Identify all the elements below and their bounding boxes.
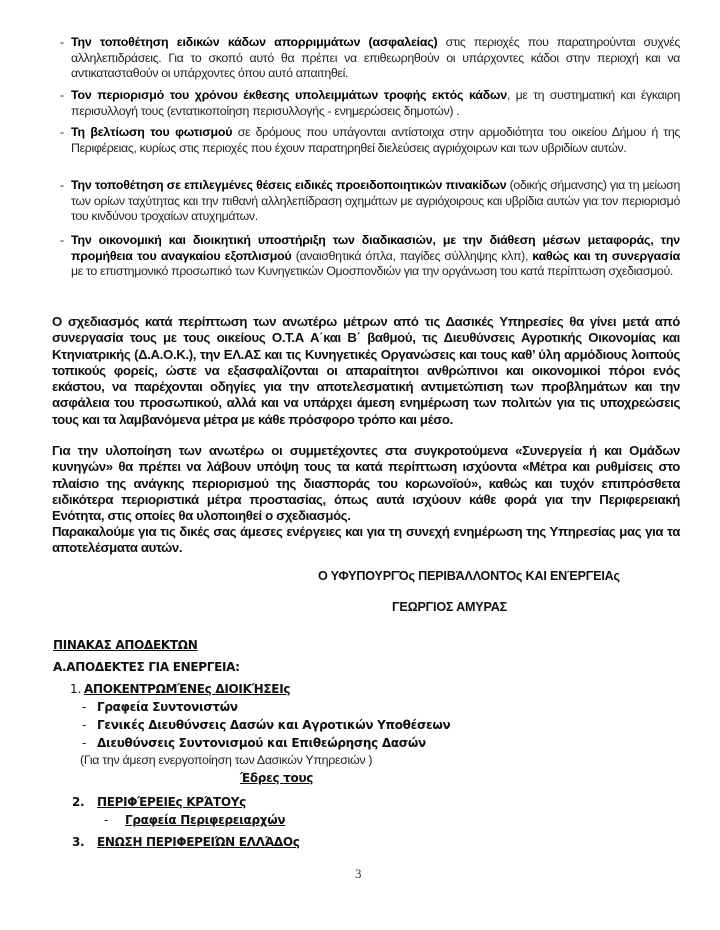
bullet-dash: -	[82, 700, 87, 714]
list-number: 1.	[70, 682, 81, 696]
page-number: 3	[355, 866, 362, 881]
recipient-item: Γραφεία Περιφερειαρχών	[125, 813, 286, 827]
list-number: 3.	[72, 835, 85, 849]
list-number: 2.	[72, 795, 85, 809]
bullet-text: (αναισθητικά όπλα, παγίδες σύλληψης κλπ),	[291, 248, 533, 263]
recipient-item: Διευθύνσεις Συντονισμού και Επιθεώρησης Δασών	[97, 736, 426, 750]
bullet-dash: -	[60, 233, 64, 247]
bullet-dash: -	[104, 813, 109, 827]
bullet-item	[60, 125, 680, 156]
bullet-text: σε δρόμους που υπάγονται αντίστοιχα στην αρμοδιότητα του οικείου Δήμου ή της Περιφέρειας, κυρίως στις περιοχές που έχουν παρατηρηθεί διελεύσεις αγριόχοιρων και των υβριδίων αυτών.	[71, 125, 681, 155]
bullet-item	[60, 178, 680, 225]
signature-name: ΓΕΩΡΓΙΟΣ ΑΜΥΡΑΣ	[392, 600, 508, 614]
recipient-item: Γραφεία Συντονιστών	[97, 700, 238, 714]
bullet-bold-text: Την τοποθέτηση σε επιλεγμένες θέσεις ειδικές προειδοποιητικών πινακίδων	[71, 178, 507, 192]
recipients-subheading: Α.ΑΠΟΔΕΚΤΕΣ ΓΙΑ ΕΝΕΡΓΕΙΑ:	[53, 660, 240, 674]
body-paragraph: Παρακαλούμε για τις δικές σας άμεσες ενέργειες και για τη συνεχή ενημέρωση της Υπηρεσίας μας για τα αποτελέσματα αυτών.	[52, 524, 680, 556]
recipient-group-label: ΕΝΩΣΗ ΠΕΡΙΦΕΡΕΙΏΝ ΕΛΛΆΔΟς	[97, 835, 300, 849]
bullet-text: στις περιοχές που παρατηρούνται συχνές αλληλεπιδράσεις. Για το σκοπό αυτό θα πρέπει να επιθεωρηθούν οι υπάρχοντες κάδοι στην περιοχή και να αντικατασταθούν οι υπάρχοντες όπου αυτό απαιτηθεί.	[71, 35, 681, 81]
recipients-heading: ΠΙΝΑΚΑΣ ΑΠΟΔΕΚΤΩΝ	[53, 638, 198, 652]
body-paragraph: Ο σχεδιασμός κατά περίπτωση των ανωτέρω μέτρων από τις Δασικές Υπηρεσίες θα γίνει μετά από συνεργασία τους με τους οικείους Ο.Τ.Α Α΄και Β΄ βαθμού, τις Διευθύνσεις Αγροτικής Οικονομίας και Κτηνιατρικής (Δ.Α.Ο.Κ.), την ΕΛ.ΑΣ και τις Κυνηγετικές Οργανώσεις και τους καθ’ ύλη αρμόδιους λοιπούς τοπικούς φορείς, ώστε να εξασφαλίζονται οι απαραίτητοι ανθρώπινοι και οικονομικοί πόροι ενός εκάστου, να παρέχονται οδηγίες για την αποτελεσματική αντιμετώπιση των προβλημάτων και την ασφάλεια του προσωπικού, αλλά και να υπάρχει άμεση ενημέρωση των πολιτών για τις υποχρεώσεις τους και τα λαμβανόμενα μέτρα με κάθε πρόσφορο τρόπο και μέσο.	[52, 314, 680, 427]
bullet-item	[60, 233, 680, 280]
recipient-group-label: ΠΕΡΙΦΈΡΕΙΕς ΚΡΆΤΟΥς	[97, 795, 246, 809]
bullet-bold-text: καθώς και τη συνεργασία	[532, 248, 680, 263]
bullet-bold-text: Την τοποθέτηση ειδικών κάδων απορριμμάτων (ασφαλείας)	[71, 35, 438, 49]
recipient-item: Γενικές Διευθύνσεις Δασών και Αγροτικών Υποθέσεων	[97, 718, 451, 732]
bullet-bold-text: Τον περιορισμό του χρόνου έκθεσης υπολειμμάτων τροφής εκτός κάδων	[71, 88, 507, 102]
bullet-dash: -	[60, 125, 64, 139]
bullet-text: με το επιστημονικό προσωπικό των Κυνηγετικών Ομοσπονδιών για την οργάνωση του κατά περίπτωση σχεδιασμού.	[71, 264, 673, 279]
bullet-dash: -	[60, 35, 64, 49]
signature-title: Ο ΥΦΥΠΟΥΡΓΌς ΠΕΡΙΒΆΛΛΟΝΤΟς ΚΑΙ ΕΝΈΡΓΕΙΑς	[318, 569, 620, 583]
bullet-dash: -	[60, 178, 64, 192]
bullet-dash: -	[60, 88, 64, 102]
bullet-item	[60, 88, 680, 119]
bullet-text: (οδικής σήμανσης) για τη μείωση των ορίων ταχύτητας και την πιθανή αλληλεπίδραση οχημάτων με αγριόχοιρους και υβρίδια αυτών για τον περιορισμό του κινδύνου τροχαίων ατυχημάτων.	[71, 178, 680, 224]
recipient-group-label: ΑΠΟΚΕΝΤΡΩΜΈΝΕς ΔΙΟΙΚΉΣΕΙς	[84, 682, 291, 696]
bullet-bold-text: Τη βελτίωση του φωτισμού	[71, 125, 233, 139]
bullet-bold-text: Την οικονομική και διοικητική υποστήριξη των διαδικασιών, με την διάθεση μέσων μεταφοράς, την προμήθεια του αναγκαίου εξοπλισμού	[71, 233, 680, 263]
bullet-dash: -	[82, 718, 87, 732]
recipient-note: (Για την άμεση ενεργοποίηση των Δασικών Υπηρεσιών )	[80, 753, 373, 767]
bullet-item	[60, 35, 680, 82]
bullet-text: , με τη συστηματική και έγκαιρη περισυλλογή τους (εντατικοποίηση περισυλλογής - ενημερώσεις δημοτών) .	[71, 88, 680, 118]
body-paragraph: Για την υλοποίηση των ανωτέρω οι συμμετέχοντες στα συγκροτούμενα «Συνεργεία ή και Ομάδων κυνηγών» θα πρέπει να λάβουν υπόψη τους τα κατά περίπτωση ισχύοντα «Μέτρα και ρυθμίσεις στο πλαίσιο της ανάγκης περιορισμού της διασποράς του κορωνοϊού», καθώς και τυχόν επιπρόσθετα ειδικότερα περιοριστικά μέτρα προστασίας, όπως αυτά ισχύουν κάθε φορά για την Περιφερειακή Ενότητα, στις οποίες θα υλοποιηθεί ο σχεδιασμός.	[52, 443, 680, 524]
bullet-dash: -	[82, 736, 87, 750]
recipient-note-seats: Έδρες τους	[240, 771, 314, 785]
